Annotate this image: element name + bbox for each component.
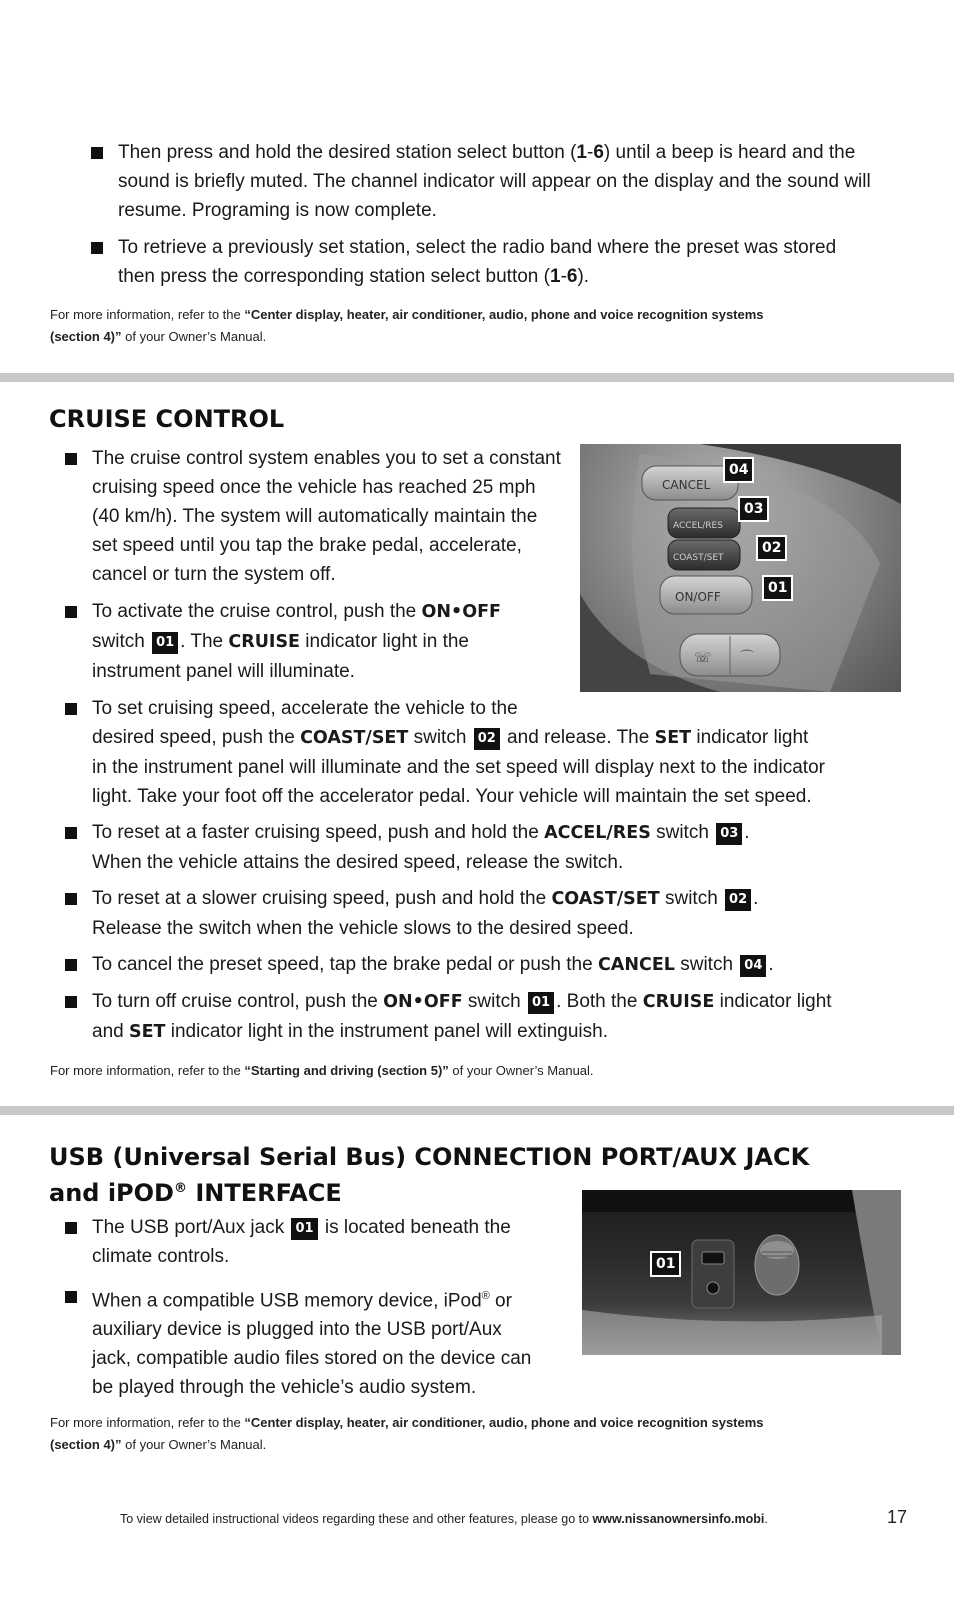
callout-02: 02 (756, 535, 787, 561)
reference-note-audio-2: For more information, refer to the “Center display, heater, air conditioner, audio, phone and voice recognition systems (section 4)” of your Owner’s Manual. (50, 1415, 764, 1452)
reference-note-audio: For more information, refer to the “Center display, heater, air conditioner, audio, phone and voice recognition systems (section 4)” of your Owner’s Manual. (50, 307, 764, 344)
bullet-square (65, 996, 77, 1008)
bullet-cruise-intro: The cruise control system enables you to set a constant cruising speed once the vehicle has reached 25 mph (40 km/h). The system will automatically maintain the set speed until you tap the brake pedal, accelerate, cancel or turn the system off. (92, 444, 561, 589)
bullet-square (65, 703, 77, 715)
callout-badge: 03 (716, 823, 742, 845)
bullet-square (91, 242, 103, 254)
bullet-usb-location: The USB port/Aux jack 01 is located beneath the climate controls. (92, 1213, 511, 1271)
usb-port-graphic (702, 1252, 724, 1264)
bullet-cruise-cancel: To cancel the preset speed, tap the brake pedal or push the CANCEL switch 04 . (92, 950, 774, 980)
callout-badge: 01 (291, 1218, 317, 1240)
bullet-square (65, 1222, 77, 1234)
callout-03: 03 (738, 496, 769, 522)
page-number: 17 (887, 1507, 908, 1527)
section-title-usb: USB (Universal Serial Bus) CONNECTION PORT/AUX JACK and iPOD® INTERFACE (49, 1143, 810, 1207)
bullet-cruise-activate: To activate the cruise control, push the ON•OFF switch 01 . The CRUISE indicator light in the instrument panel will illuminate. (92, 597, 501, 686)
aux-jack-graphic (707, 1282, 719, 1294)
owners-info-link[interactable]: www.nissanownersinfo.mobi (592, 1512, 765, 1526)
svg-text:⌒: ⌒ (740, 650, 754, 666)
reference-note-driving: For more information, refer to the “Starting and driving (section 5)” of your Owner’s Manual. (50, 1063, 594, 1078)
bullet-retrieve-station: To retrieve a previously set station, select the radio band where the preset was stored then press the corresponding station select button (1-6). (118, 233, 836, 291)
svg-text:ON/OFF: ON/OFF (675, 590, 721, 604)
section-title-cruise-control: CRUISE CONTROL (49, 405, 285, 433)
bullet-cruise-slower: To reset at a slower cruising speed, push and hold the COAST/SET switch 02 . Release the switch when the vehicle slows to the desired speed. (92, 884, 758, 943)
bullet-square (65, 453, 77, 465)
bullet-square (65, 827, 77, 839)
callout-badge: 04 (740, 955, 766, 977)
usb-port-illustration (582, 1190, 901, 1355)
section-divider (0, 373, 954, 382)
usb-port-photo (582, 1190, 901, 1355)
bullet-square (65, 893, 77, 905)
bullet-cruise-off: To turn off cruise control, push the ON•OFF switch 01 . Both the CRUISE indicator light and SET indicator light in the instrument panel will extinguish. (92, 987, 832, 1047)
callout-badge: 01 (152, 632, 178, 654)
bullet-square (91, 147, 103, 159)
callout-04: 04 (723, 457, 754, 483)
bullet-cruise-faster: To reset at a faster cruising speed, push and hold the ACCEL/RES switch 03 . When the vehicle attains the desired speed, release the switch. (92, 818, 750, 877)
svg-text:☏: ☏ (694, 650, 712, 666)
callout-badge: 01 (528, 992, 554, 1014)
footer-note: To view detailed instructional videos regarding these and other features, please go to www.nissanownersinfo.mobi. (120, 1512, 768, 1526)
callout-badge: 02 (474, 728, 500, 750)
callout-badge: 02 (725, 889, 751, 911)
svg-text:ACCEL/RES: ACCEL/RES (673, 521, 723, 531)
callout-01-usb: 01 (650, 1251, 681, 1277)
bullet-square (65, 1291, 77, 1303)
callout-01: 01 (762, 575, 793, 601)
svg-text:CANCEL: CANCEL (662, 478, 711, 492)
bullet-cruise-set-speed: To set cruising speed, accelerate the vehicle to the desired speed, push the COAST/SET switch 02 and release. The SET indicator light in the instrument panel will illuminate and the set speed will display next to the indicator light. Take your foot off the accelerator pedal. Your vehicle will maintain the set speed. (92, 694, 825, 811)
bullet-station-select: Then press and hold the desired station select button (1-6) until a beep is heard and the sound is briefly muted. The channel indicator will appear on the display and the sound will resume. Programing is now complete. (118, 138, 871, 225)
bullet-square (65, 606, 77, 618)
svg-text:COAST/SET: COAST/SET (673, 553, 724, 563)
bullet-square (65, 959, 77, 971)
steering-wheel-cruise-switches-photo (580, 444, 901, 692)
bullet-usb-playback: When a compatible USB memory device, iPod® or auxiliary device is plugged into the USB port/Aux jack, compatible audio files stored on the device can be played through the vehicle’s audio system. (92, 1282, 531, 1402)
section-divider (0, 1106, 954, 1115)
usb-aux-panel-graphic (692, 1240, 734, 1308)
